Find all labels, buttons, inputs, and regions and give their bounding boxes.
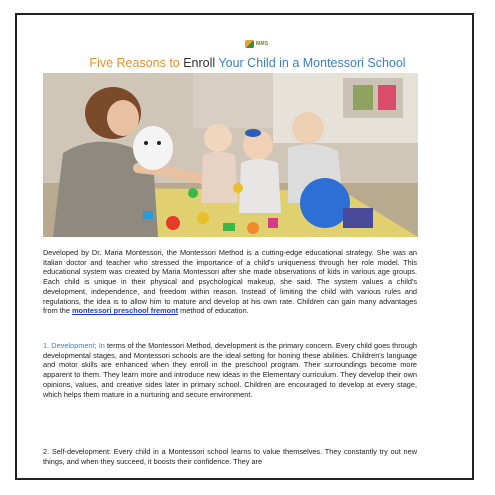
title-part-2: Enroll — [183, 56, 216, 70]
title-part-1: Five Reasons to — [89, 56, 184, 70]
intro-paragraph — [43, 248, 417, 316]
title-part-3: Your Child in a Montessori School — [215, 56, 406, 70]
intro-text: Developed by Dr. Maria Montessori, the Montessori Method is a cutting-edge educational strategy. She was an Italian doctor and teacher who stressed the importance of a child's uniqueness through her role model. This educational system was created by Maria Montessori after she made observations of kids in various age groups. Each child is unique in their physical and psychological makeup, she said. The system values a child's development, independence, and freedom within reason. Instead of limiting the child with various rules and regulations, the idea is to allow him to mature and develop at his own rate. Children can gain many advantages from the — [43, 248, 417, 316]
intro-text-end: method of education. — [178, 306, 249, 316]
reason-2-paragraph — [43, 447, 417, 466]
classroom-photo — [43, 73, 418, 237]
page-title — [0, 55, 495, 71]
reason-2-text: 2. Self-development: Every child in a Montessori school learns to value themselves. They constantly try out new things, and when they succeed, it boosts their confidence. They are — [43, 447, 417, 466]
logo-text: MMS — [256, 41, 269, 47]
logo-mark-icon — [245, 40, 254, 48]
school-logo — [245, 39, 281, 49]
reason-1-label: 1. Development; In — [43, 341, 105, 350]
reason-1-text: terms of the Montessori Method, development is the primary concern. Every child goes through developmental stages, and Montessori schools are the ideal setting for honing these abilities. Children's language and motor skills are enhanced when they enroll in the preschool program. Their surroundings become more apparent to them. They learn more and introduce new ideas in the Elementary curriculum. They develop their own opinions, values, and creative sides later in primary school. Children are encouraged to develop at every stage, which helps them mature in a nurturing and secure environment. — [43, 341, 418, 399]
reason-1-paragraph — [43, 341, 417, 399]
montessori-preschool-link[interactable]: montessori preschool fremont — [71, 306, 179, 316]
